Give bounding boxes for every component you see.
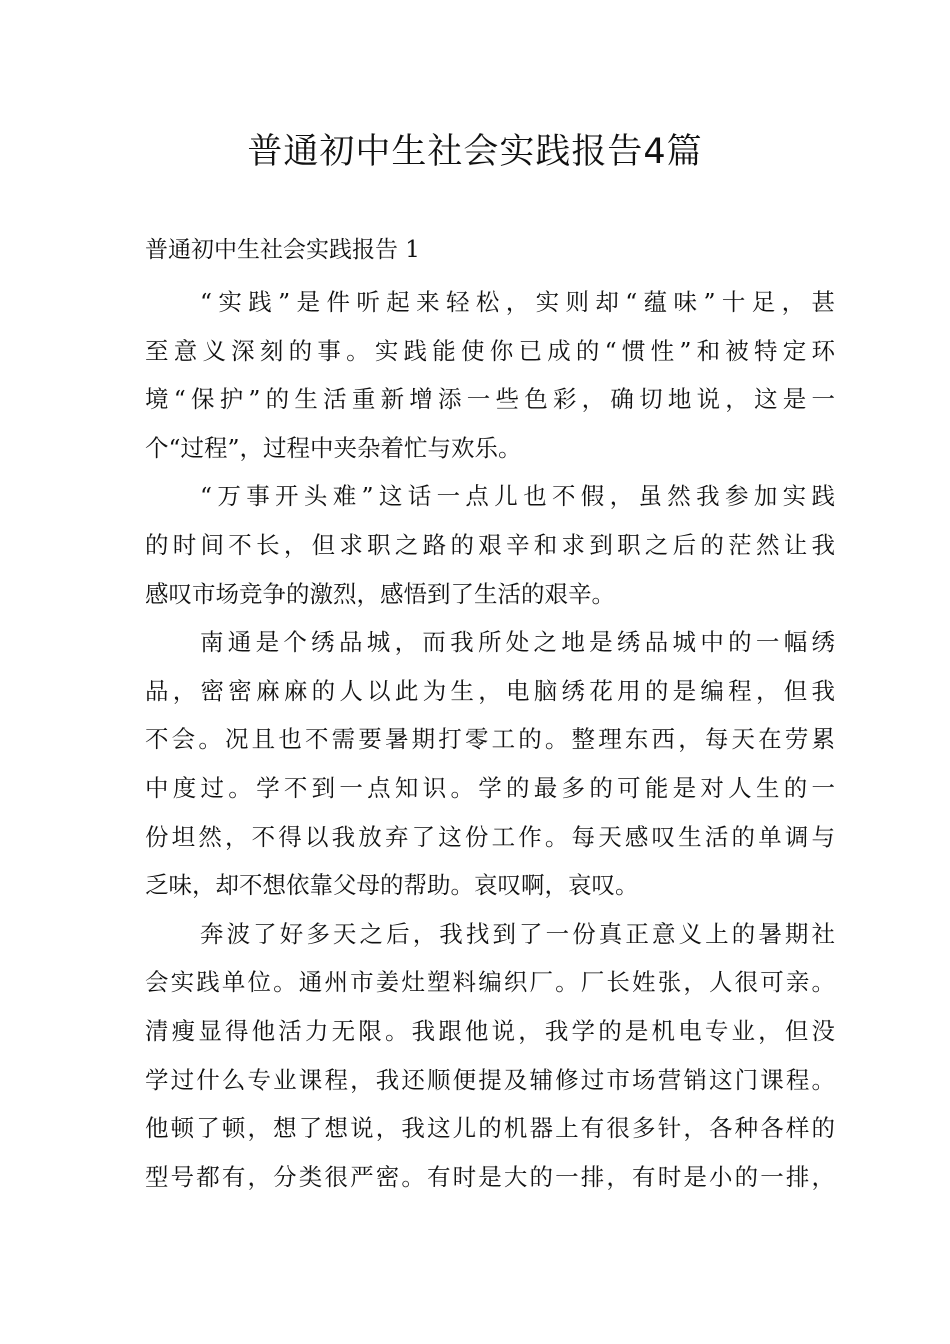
paragraph-line: “万事开头难”这话一点儿也不假，虽然我参加实践: [200, 482, 835, 511]
document-body: [145, 278, 835, 1201]
paragraph-line: 感叹市场竞争的激烈，感悟到了生活的艰辛。: [145, 579, 615, 608]
paragraph-line: 型号都有，分类很严密。有时是大的一排，有时是小的一排，: [145, 1162, 835, 1191]
paragraph-line: 至意义深刻的事。实践能使你已成的“惯性”和被特定环: [145, 336, 835, 365]
paragraph-line: 会实践单位。通州市姜灶塑料编织厂。厂长姓张，人很可亲。: [145, 968, 835, 997]
paragraph-line: 他顿了顿，想了想说，我这儿的机器上有很多针，各种各样的: [145, 1114, 835, 1143]
paragraph-line: 奔波了好多天之后，我找到了一份真正意义上的暑期社: [200, 919, 835, 948]
document-title: 普通初中生社会实践报告4篇: [247, 132, 703, 172]
paragraph-line: 乏味，却不想依靠父母的帮助。哀叹啊，哀叹。: [145, 871, 639, 900]
paragraph-line: 不会。况且也不需要暑期打零工的。整理东西，每天在劳累: [145, 725, 835, 754]
paragraph-line: 的时间不长，但求职之路的艰辛和求到职之后的茫然让我: [145, 530, 835, 559]
paragraph-line: 中度过。学不到一点知识。学的最多的可能是对人生的一: [145, 773, 835, 802]
paragraph-line: “实践”是件听起来轻松，实则却“蕴味”十足，甚: [200, 288, 835, 316]
paragraph: [145, 910, 835, 1202]
paragraph-line: 品，密密麻麻的人以此为生，电脑绣花用的是编程，但我: [145, 676, 835, 705]
paragraph-line: 境“保护”的生活重新增添一些色彩，确切地说，这是一: [145, 385, 835, 414]
paragraph-line: 个“过程”，过程中夹杂着忙与欢乐。: [145, 433, 522, 462]
paragraph-line: 清瘦显得他活力无限。我跟他说，我学的是机电专业，但没: [145, 1016, 835, 1045]
paragraph-line: 份坦然，不得以我放弃了这份工作。每天感叹生活的单调与: [145, 822, 835, 851]
section-heading: 普通初中生社会实践报告 1: [145, 237, 420, 263]
paragraph: [145, 278, 835, 472]
paragraph: [145, 618, 835, 910]
paragraph-line: 南通是个绣品城，而我所处之地是绣品城中的一幅绣: [200, 628, 835, 657]
paragraph-line: 学过什么专业课程，我还顺便提及辅修过市场营销这门课程。: [145, 1065, 835, 1094]
paragraph: [145, 472, 835, 618]
